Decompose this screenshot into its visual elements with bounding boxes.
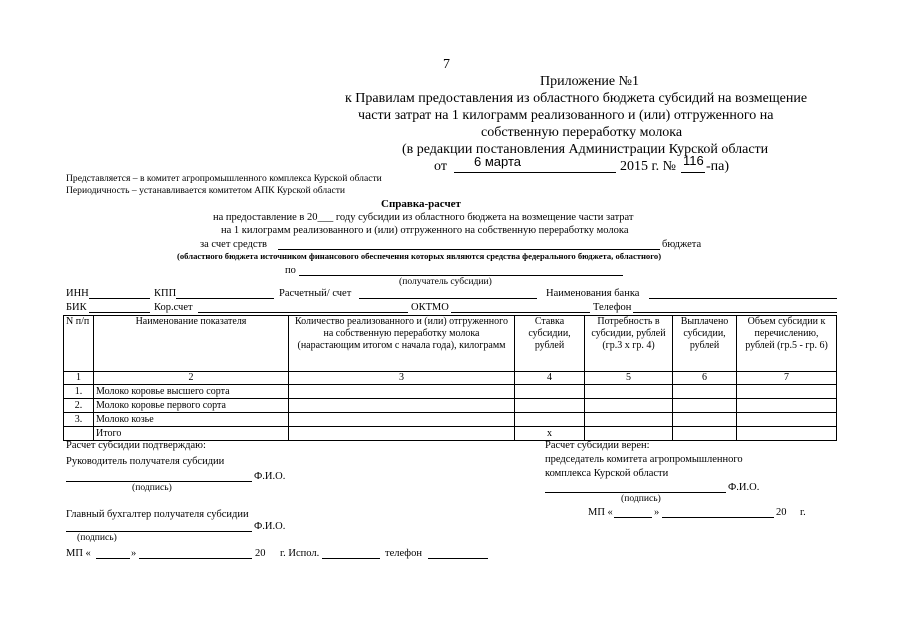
column-number: 6 — [673, 372, 737, 385]
periodicity: Периодичность – устанавливается комитетом АПК Курской области — [66, 185, 346, 196]
table-cell[interactable] — [515, 385, 585, 399]
table-cell[interactable] — [585, 399, 673, 413]
row-number: 1. — [64, 385, 94, 399]
row-label: Итого — [94, 427, 289, 441]
funds-suffix: бюджета — [662, 239, 702, 250]
table-cell[interactable] — [737, 385, 837, 399]
oktmo-label: ОКТМО — [411, 302, 449, 313]
inn-field[interactable] — [89, 298, 150, 299]
phone-caption: телефон — [385, 548, 422, 559]
accountant-label: Главный бухгалтер получателя субсидии — [66, 509, 249, 520]
phone-label: Телефон — [593, 302, 632, 313]
accountant-signature-caption: (подпись) — [77, 532, 117, 543]
mp-mid: » — [131, 548, 137, 559]
phone-field[interactable] — [633, 312, 837, 313]
right-mp-mid: » — [654, 507, 660, 518]
table-cell[interactable] — [673, 385, 737, 399]
funds-line — [278, 249, 660, 250]
appendix-line-4: (в редакции постановления Администрации Курской области — [402, 142, 769, 157]
accountant-fio: Ф.И.О. — [254, 521, 286, 532]
chairman-fio: Ф.И.О. — [728, 482, 760, 493]
mp-day-line[interactable] — [96, 558, 130, 559]
funds-note: (областного бюджета источником финансового обеспечения которых являются средства федерального бюджета, областного) — [177, 251, 662, 261]
column-number: 3 — [289, 372, 515, 385]
funds-prefix: за счет средств — [200, 239, 268, 250]
document-title: Справка-расчет — [381, 198, 461, 210]
chairman-line-2: комплекса Курской области — [545, 468, 669, 479]
head-label: Руководитель получателя субсидии — [66, 456, 225, 467]
mp-tail: г. Испол. — [280, 548, 320, 559]
year-text: 2015 г. № — [620, 159, 677, 174]
right-mp-month-line[interactable] — [662, 517, 774, 518]
bank-label: Наименования банка — [546, 288, 640, 299]
inn-label: ИНН — [66, 288, 89, 299]
table-cell[interactable] — [289, 399, 515, 413]
header-cell: Ставка субсидии, рублей — [515, 316, 585, 372]
executor-phone-line[interactable] — [428, 558, 488, 559]
account-label: Расчетный/ счет — [279, 288, 352, 299]
table-cell[interactable] — [673, 399, 737, 413]
oktmo-field[interactable] — [451, 312, 590, 313]
number-suffix: -па) — [706, 159, 730, 174]
kpp-label: КПП — [154, 288, 177, 299]
table-cell[interactable] — [289, 385, 515, 399]
purpose-line-1: на предоставление в 20___ году субсидии из областного бюджета на возмещение части затрат — [213, 212, 634, 223]
column-number: 1 — [64, 372, 94, 385]
column-number: 5 — [585, 372, 673, 385]
corr-label: Кор.счет — [154, 302, 193, 313]
table-row — [64, 399, 837, 413]
table-cell: х — [515, 427, 585, 441]
table-cell[interactable] — [515, 399, 585, 413]
table-cell[interactable] — [585, 385, 673, 399]
header-cell: Выплачено субсидии, рублей — [673, 316, 737, 372]
table-cell[interactable] — [673, 413, 737, 427]
chairman-signature-caption: (подпись) — [621, 493, 661, 504]
column-number: 4 — [515, 372, 585, 385]
confirm-label: Расчет субсидии подтверждаю: — [66, 440, 206, 451]
row-label: Молоко козье — [94, 413, 289, 427]
chairman-line-1: председатель комитета агропромышленного — [545, 454, 743, 465]
head-fio: Ф.И.О. — [254, 471, 286, 482]
table-cell[interactable] — [585, 413, 673, 427]
page-number: 7 — [443, 57, 450, 72]
table-cell[interactable] — [737, 413, 837, 427]
purpose-line-2: на 1 килограмм реализованного и (или) отгруженного на собственную переработку молока — [221, 225, 629, 236]
header-cell: Количество реализованного и (или) отгруженного на собственную переработку молока (нарастающим итогом с начала года), килограмм — [289, 316, 515, 372]
mp-year: 20 — [255, 548, 266, 559]
table-cell[interactable] — [515, 413, 585, 427]
date-prefix: от — [434, 159, 447, 174]
right-mp-tail: г. — [800, 507, 806, 518]
header-cell: Наименование показателя — [94, 316, 289, 372]
number-underline — [681, 172, 705, 173]
appendix-line-2: части затрат на 1 килограмм реализованного и (или) отгруженного на — [358, 108, 774, 123]
bik-field[interactable] — [89, 312, 150, 313]
table-row — [64, 413, 837, 427]
mp-month-line[interactable] — [139, 558, 252, 559]
appendix-line-1: к Правилам предоставления из областного бюджета субсидий на возмещение — [345, 91, 808, 106]
account-field[interactable] — [359, 298, 537, 299]
bik-label: БИК — [66, 302, 87, 313]
table-cell[interactable] — [289, 427, 515, 441]
table-cell[interactable] — [673, 427, 737, 441]
column-number: 2 — [94, 372, 289, 385]
row-label: Молоко коровье первого сорта — [94, 399, 289, 413]
column-number-row — [64, 372, 837, 385]
right-mp-prefix: МП « — [588, 507, 613, 518]
table-row — [64, 385, 837, 399]
right-mp-day-line[interactable] — [614, 517, 652, 518]
subsidy-table — [63, 315, 837, 441]
header-cell: Объем субсидии к перечислению, рублей (гр.5 - гр. 6) — [737, 316, 837, 372]
kpp-field[interactable] — [176, 298, 274, 299]
recipient-note: (получатель субсидии) — [399, 276, 492, 287]
table-cell[interactable] — [737, 427, 837, 441]
head-signature-caption: (подпись) — [132, 482, 172, 493]
date-underline — [454, 172, 616, 173]
table-cell[interactable] — [289, 413, 515, 427]
bank-field[interactable] — [649, 298, 837, 299]
date-value: 6 марта — [474, 154, 521, 169]
number-value: 116 — [683, 153, 704, 168]
table-cell[interactable] — [737, 399, 837, 413]
to-prefix: по — [285, 265, 296, 276]
presented-to: Представляется – в комитет агропромышленного комплекса Курской области — [66, 173, 382, 184]
right-mp-year: 20 — [776, 507, 787, 518]
corr-field[interactable] — [198, 312, 408, 313]
column-number: 7 — [737, 372, 837, 385]
appendix-line-3: собственную переработку молока — [481, 125, 683, 140]
executor-line[interactable] — [322, 558, 380, 559]
row-label: Молоко коровье высшего сорта — [94, 385, 289, 399]
header-cell: Потребность в субсидии, рублей (гр.3 х гр. 4) — [585, 316, 673, 372]
verified-label: Расчет субсидии верен: — [545, 440, 650, 451]
header-cell: N п/п — [64, 316, 94, 372]
row-number: 3. — [64, 413, 94, 427]
table-header-row — [64, 316, 837, 372]
appendix-title: Приложение №1 — [540, 74, 639, 89]
row-number: 2. — [64, 399, 94, 413]
mp-prefix: МП « — [66, 548, 91, 559]
